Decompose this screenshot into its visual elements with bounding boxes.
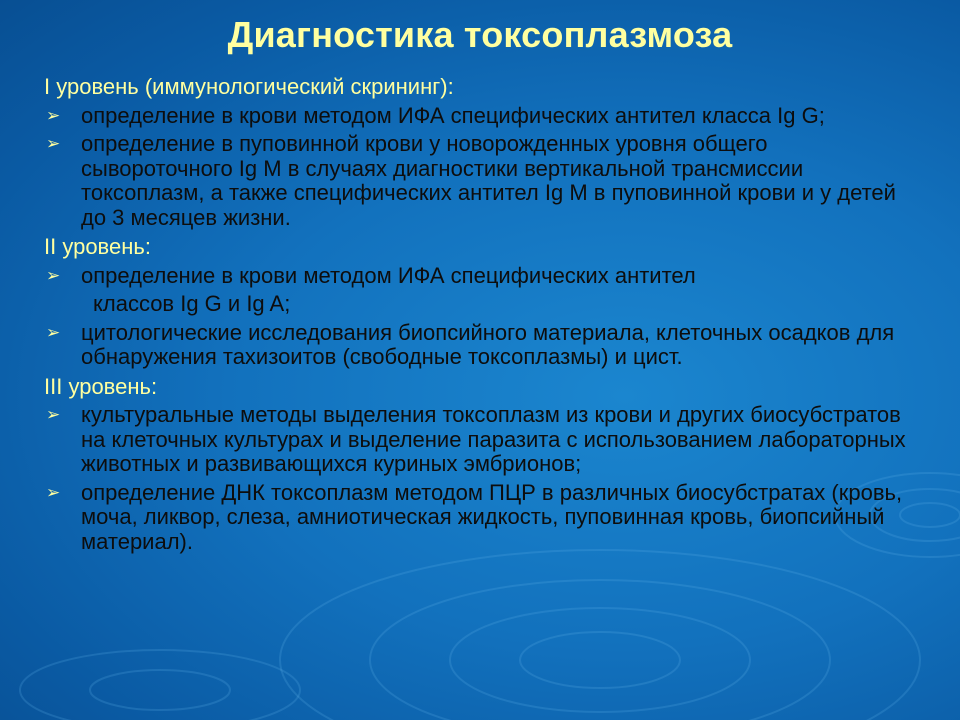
list-item-text: цитологические исследования биопсийного материала, клеточных осадков для обнаружения тахизоитов (свободные токсоплазмы) и цист. xyxy=(81,319,895,369)
chevron-arrow-icon: ➢ xyxy=(46,405,61,425)
level-3-heading: III уровень: xyxy=(44,373,158,399)
list-item-text: определение в крови методом ИФА специфических антител xyxy=(81,262,696,288)
list-item-text: определение в пуповинной крови у новорожденных уровня общего сывороточного Ig M в случаях диагностики вертикальной трансмиссии токсоплазм, а также специфических антител Ig M в пуповинной крови и у детей до 3 месяцев жизни. xyxy=(81,131,896,230)
list-item-text-continuation: классов Ig G и Ig A; xyxy=(93,291,291,316)
list-item-text: культуральные методы выделения токсоплазм из крови и других биосубстратов на клеточных культурах и выделение паразита с использованием лабораторных животных и развивающихся куриных эмбрионов; xyxy=(81,402,906,476)
chevron-arrow-icon: ➢ xyxy=(46,134,61,154)
list-item xyxy=(44,403,924,477)
list-item xyxy=(44,104,924,129)
list-item xyxy=(44,132,924,230)
list-item-text: определение ДНК токсоплазм методом ПЦР в различных биосубстратах (кровь, моча, ликвор, слеза, амниотическая жидкость, пуповинная кровь, биопсийный материал). xyxy=(81,479,903,554)
level-1-heading: I уровень (иммунологический скрининг): xyxy=(44,74,454,99)
list-item-text: определение в крови методом ИФА специфических антител класса Ig G; xyxy=(81,102,825,128)
level-2-heading: II уровень: xyxy=(44,234,151,259)
chevron-arrow-icon: ➢ xyxy=(46,105,61,126)
slide-content xyxy=(44,75,924,558)
chevron-arrow-icon: ➢ xyxy=(46,482,61,503)
list-item xyxy=(44,264,924,317)
list-item xyxy=(44,321,924,370)
chevron-arrow-icon: ➢ xyxy=(46,265,61,286)
slide-title: Диагностика токсоплазмоза xyxy=(227,14,733,55)
list-item xyxy=(44,481,924,555)
chevron-arrow-icon: ➢ xyxy=(46,322,61,343)
